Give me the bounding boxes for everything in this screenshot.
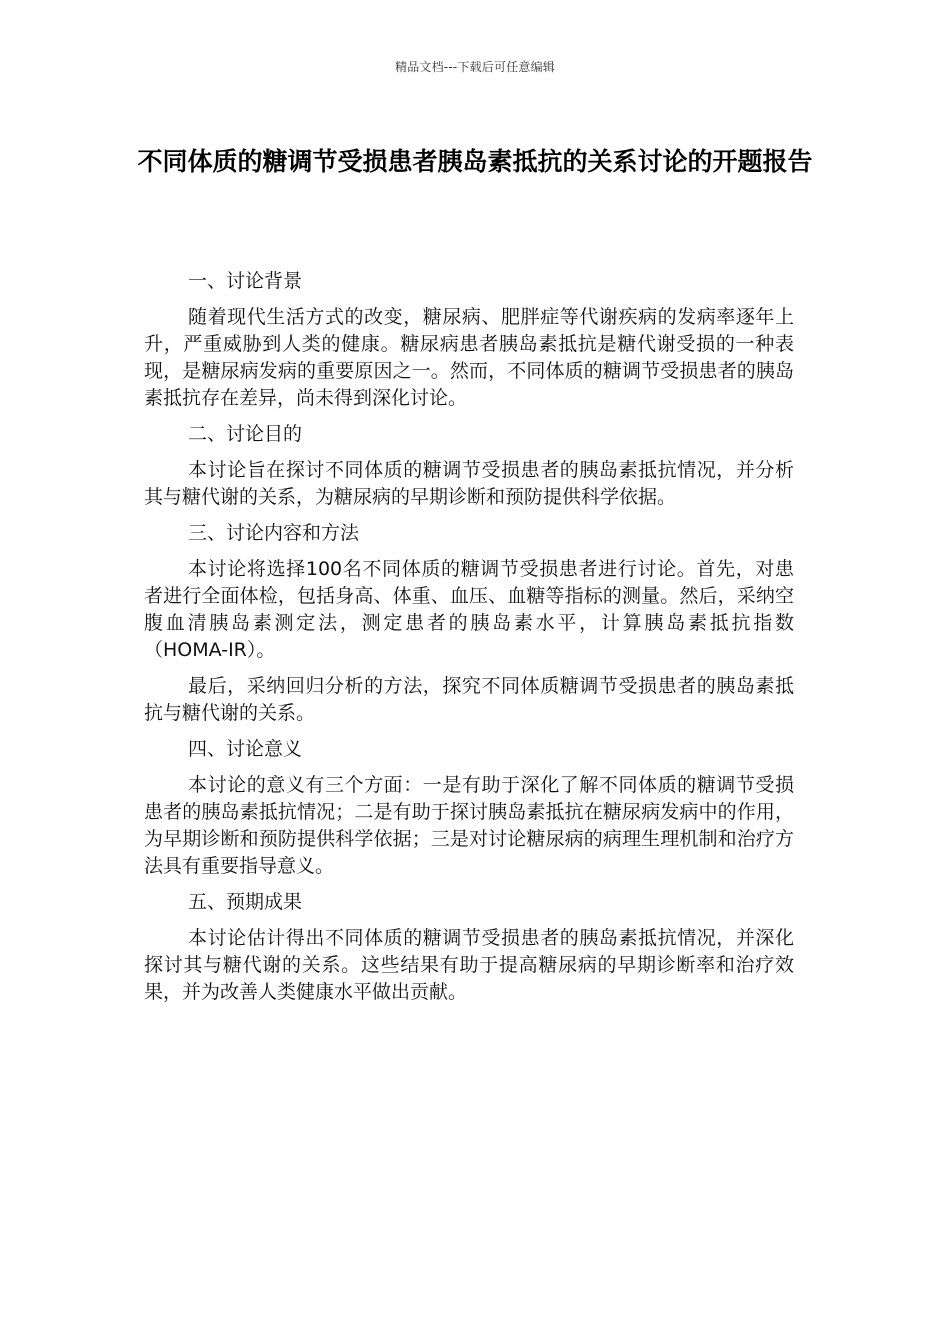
section-purpose — [144, 421, 794, 511]
section-paragraph: 随着现代生活方式的改变，糖尿病、肥胖症等代谢疾病的发病率逐年上升，严重威胁到人类的健康。糖尿病患者胰岛素抵抗是糖代谢受损的一种表现，是糖尿病发病的重要原因之一。然而，不同体质的糖调节受损患者的胰岛素抵抗存在差异，尚未得到深化讨论。 — [144, 306, 794, 409]
section-paragraph: 本讨论估计得出不同体质的糖调节受损患者的胰岛素抵抗情况，并深化探讨其与糖代谢的关系。这些结果有助于提高糖尿病的早期诊断率和治疗效果，并为改善人类健康水平做出贡献。 — [144, 927, 794, 1003]
header-note: 精品文档---下载后可任意编辑 — [395, 60, 555, 74]
section-heading: 五、预期成果 — [188, 891, 303, 913]
section-heading: 四、讨论意义 — [188, 738, 303, 760]
section-significance — [144, 736, 794, 880]
document-body — [144, 268, 794, 1015]
section-heading: 二、讨论目的 — [188, 423, 303, 445]
section-paragraph: 本讨论将选择100名不同体质的糖调节受损患者进行讨论。首先，对患者进行全面体检，包括身高、体重、血压、血糖等指标的测量。然后，采纳空腹血清胰岛素测定法，测定患者的胰岛素水平，计算胰岛素抵抗指数（HOMA-IR）。 — [144, 558, 794, 661]
section-background — [144, 268, 794, 412]
document-title: 不同体质的糖调节受损患者胰岛素抵抗的关系讨论的开题报告 — [137, 147, 813, 176]
section-heading: 一、讨论背景 — [188, 270, 303, 292]
section-expected-results — [144, 889, 794, 1006]
section-paragraph: 本讨论旨在探讨不同体质的糖调节受损患者的胰岛素抵抗情况，并分析其与糖代谢的关系，为糖尿病的早期诊断和预防提供科学依据。 — [144, 459, 794, 508]
section-paragraph: 最后，采纳回归分析的方法，探究不同体质糖调节受损患者的胰岛素抵抗与糖代谢的关系。 — [144, 675, 794, 724]
section-content-methods — [144, 520, 794, 727]
section-heading: 三、讨论内容和方法 — [188, 522, 360, 544]
section-paragraph: 本讨论的意义有三个方面：一是有助于深化了解不同体质的糖调节受损患者的胰岛素抵抗情况；二是有助于探讨胰岛素抵抗在糖尿病发病中的作用，为早期诊断和预防提供科学依据；三是对讨论糖尿病的病理生理机制和治疗方法具有重要指导意义。 — [144, 774, 794, 877]
